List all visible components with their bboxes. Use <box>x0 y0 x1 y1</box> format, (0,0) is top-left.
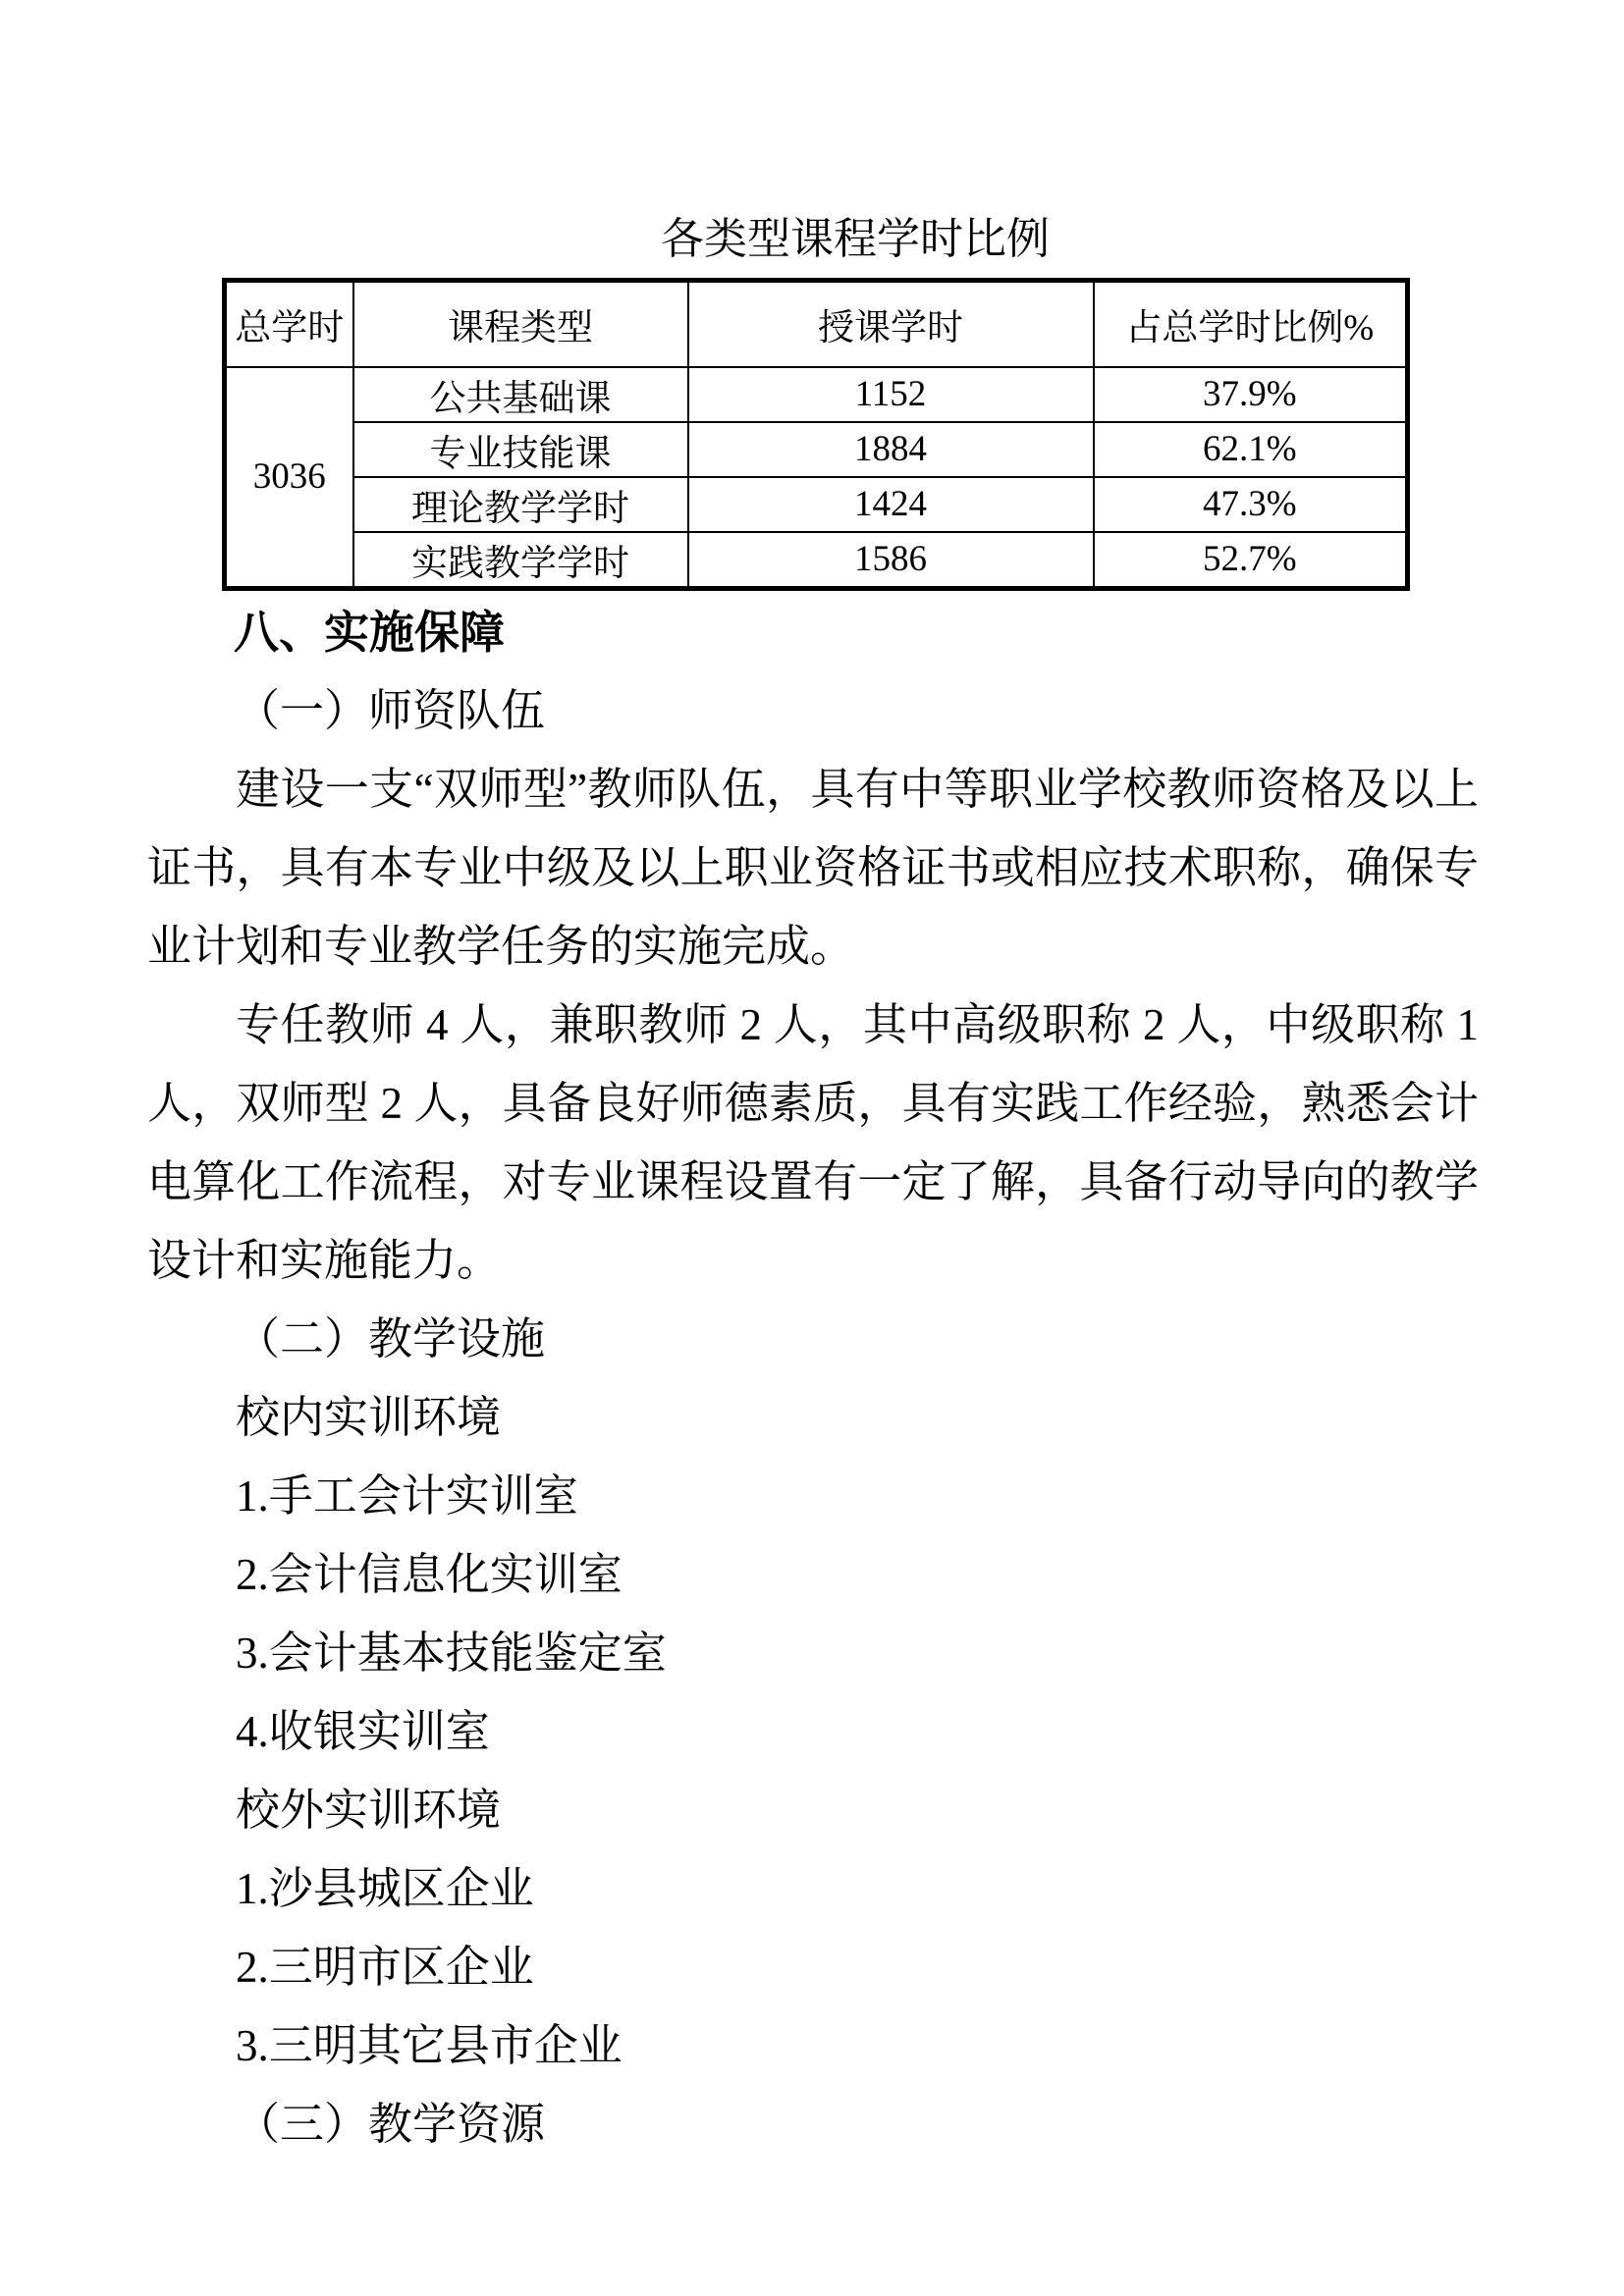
header-course-type: 课程类型 <box>353 281 688 367</box>
header-teach-hours: 授课学时 <box>688 281 1094 367</box>
cell-hours: 1586 <box>688 532 1094 589</box>
cell-percentage: 37.9% <box>1094 367 1408 422</box>
paragraph-staffing: 专任教师 4 人，兼职教师 2 人，其中高级职称 2 人，中级职称 1 人，双师型 2 人，具备良好师德素质，具有实践工作经验，熟悉会计电算化工作流程，对专业课程设置有一定了解，具备行动导向的教学设计和实施能力。 <box>147 999 1479 1285</box>
cell-course-type: 专业技能课 <box>353 422 688 477</box>
list-item: 4.收银实训室 <box>236 1706 490 1756</box>
cell-hours: 1884 <box>688 422 1094 477</box>
line-campus-outside: 校外实训环境 <box>236 1785 502 1835</box>
cell-hours: 1424 <box>688 477 1094 532</box>
line-campus-inside: 校内实训环境 <box>236 1392 502 1442</box>
list-item: 3.三明其它县市企业 <box>236 2020 623 2070</box>
section-heading-implementation: 八、实施保障 <box>234 606 505 658</box>
cell-percentage: 62.1% <box>1094 422 1408 477</box>
cell-course-type: 实践教学学时 <box>353 532 688 589</box>
subheading-teachers: （一）师资队伍 <box>236 685 546 735</box>
table-header-row <box>225 281 1408 367</box>
document-body <box>147 593 1479 2163</box>
table-row <box>225 422 1408 477</box>
cell-hours: 1152 <box>688 367 1094 422</box>
subheading-facilities: （二）教学设施 <box>236 1313 546 1363</box>
list-item: 3.会计基本技能鉴定室 <box>236 1628 667 1678</box>
list-item: 1.手工会计实训室 <box>236 1470 578 1521</box>
cell-total-hours: 3036 <box>225 367 353 589</box>
header-total-hours: 总学时 <box>225 281 353 367</box>
table-row <box>225 477 1408 532</box>
cell-percentage: 52.7% <box>1094 532 1408 589</box>
subheading-resources: （三）教学资源 <box>236 2099 546 2149</box>
list-item: 1.沙县城区企业 <box>236 1863 534 1913</box>
cell-course-type: 公共基础课 <box>353 367 688 422</box>
table-row <box>225 532 1408 589</box>
cell-course-type: 理论教学学时 <box>353 477 688 532</box>
list-item: 2.会计信息化实训室 <box>236 1549 623 1599</box>
table-title: 各类型课程学时比例 <box>661 215 1050 263</box>
course-hours-table <box>222 278 1410 591</box>
cell-percentage: 47.3% <box>1094 477 1408 532</box>
paragraph-team-building: 建设一支“双师型”教师队伍，具有中等职业学校教师资格及以上证书，具有本专业中级及以上职业资格证书或相应技术职称，确保专业计划和专业教学任务的实施完成。 <box>147 764 1479 971</box>
list-item: 2.三明市区企业 <box>236 1942 534 1992</box>
header-percentage: 占总学时比例% <box>1094 281 1408 367</box>
table-row <box>225 367 1408 422</box>
